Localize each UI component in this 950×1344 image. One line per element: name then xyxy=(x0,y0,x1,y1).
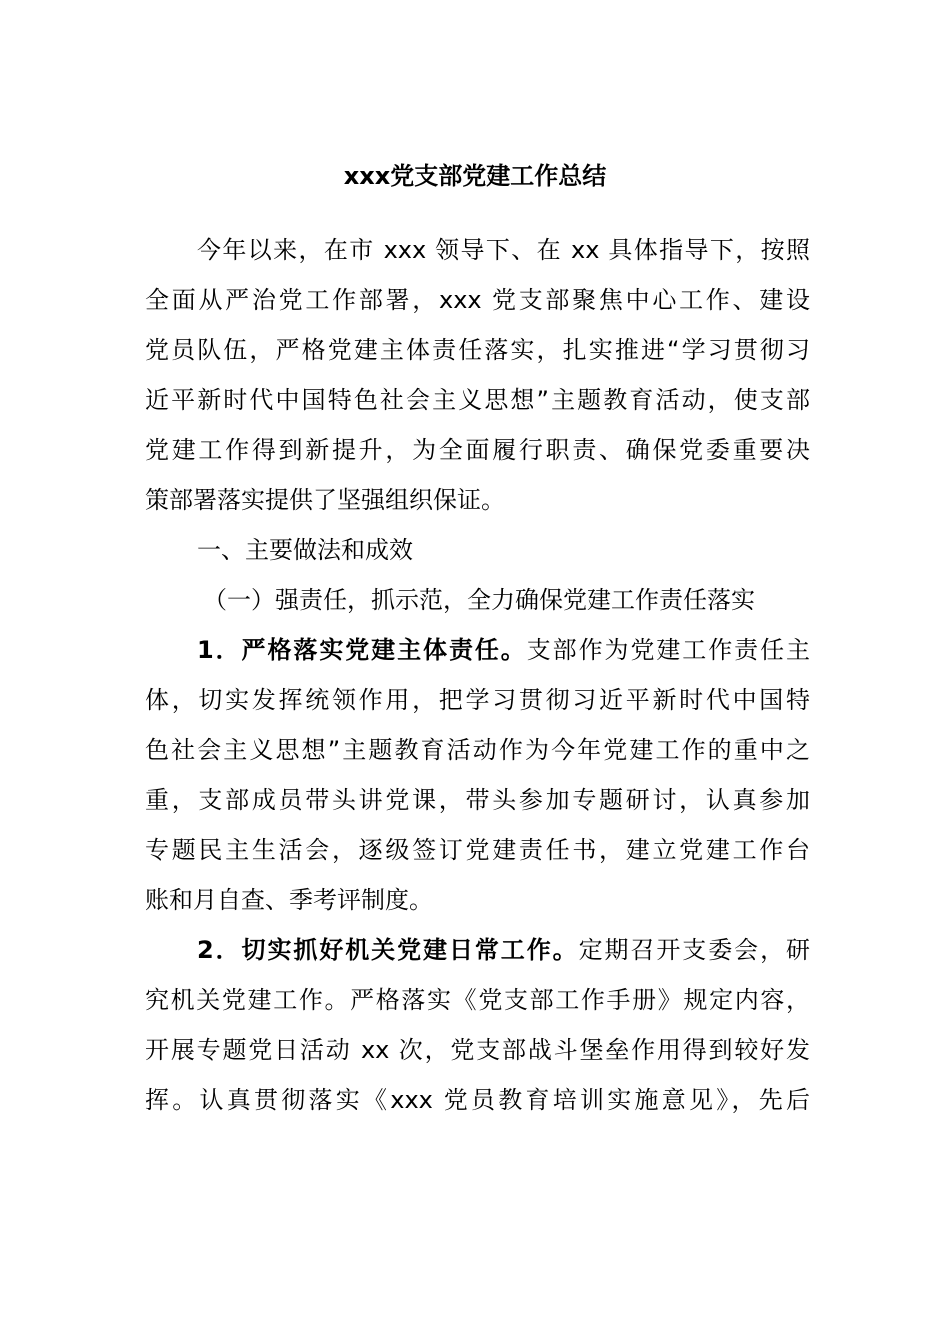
paragraph-line: 今年以来，在市 xxx 领导下、在 xx 具体指导下，按照 xyxy=(197,236,810,264)
paragraph-line: 党建工作得到新提升，为全面履行职责、确保党委重要决 xyxy=(145,436,810,464)
item-lead: 2．切实抓好机关党建日常工作。 xyxy=(197,936,579,964)
paragraph-line: 全面从严治党工作部署，xxx 党支部聚焦中心工作、建设 xyxy=(145,286,810,314)
paragraph-line: 专题民主生活会，逐级签订党建责任书，建立党建工作台 xyxy=(145,836,810,864)
subsection-heading: （一）强责任，抓示范，全力确保党建工作责任落实 xyxy=(203,586,755,614)
paragraph-intro xyxy=(145,225,810,525)
paragraph-line: 党员队伍，严格党建主体责任落实，扎实推进“学习贯彻习 xyxy=(145,336,810,364)
document-body xyxy=(145,225,810,1125)
paragraph-line: 近平新时代中国特色社会主义思想”主题教育活动，使支部 xyxy=(145,386,810,414)
paragraph-line: 重，支部成员带头讲党课，带头参加专题研讨，认真参加 xyxy=(145,786,810,814)
item-lead-rest: 支部作为党建工作责任主 xyxy=(526,636,811,664)
paragraph-line: 究机关党建工作。严格落实《党支部工作手册》规定内容， xyxy=(145,986,810,1014)
paragraph-line: 色社会主义思想”主题教育活动作为今年党建工作的重中之 xyxy=(145,736,810,764)
item-lead-rest: 定期召开支委会，研 xyxy=(578,936,811,964)
paragraph-line: 账和月自查、季考评制度。 xyxy=(145,886,433,914)
paragraph-line: 开展专题党日活动 xx 次，党支部战斗堡垒作用得到较好发 xyxy=(145,1036,810,1064)
paragraph-line xyxy=(145,625,810,675)
paragraph-line: 体，切实发挥统领作用，把学习贯彻习近平新时代中国特 xyxy=(145,686,810,714)
paragraph-item-2 xyxy=(145,925,810,1125)
item-lead: 1．严格落实党建主体责任。 xyxy=(197,636,527,664)
section-heading: 一、主要做法和成效 xyxy=(197,536,413,564)
paragraph-line xyxy=(145,925,810,975)
paragraph-line: 策部署落实提供了坚强组织保证。 xyxy=(145,486,505,514)
paragraph-item-1 xyxy=(145,625,810,925)
document-title: xxx党支部党建工作总结 xyxy=(343,162,607,190)
paragraph-line: 挥。认真贯彻落实《xxx 党员教育培训实施意见》，先后 xyxy=(145,1086,810,1114)
